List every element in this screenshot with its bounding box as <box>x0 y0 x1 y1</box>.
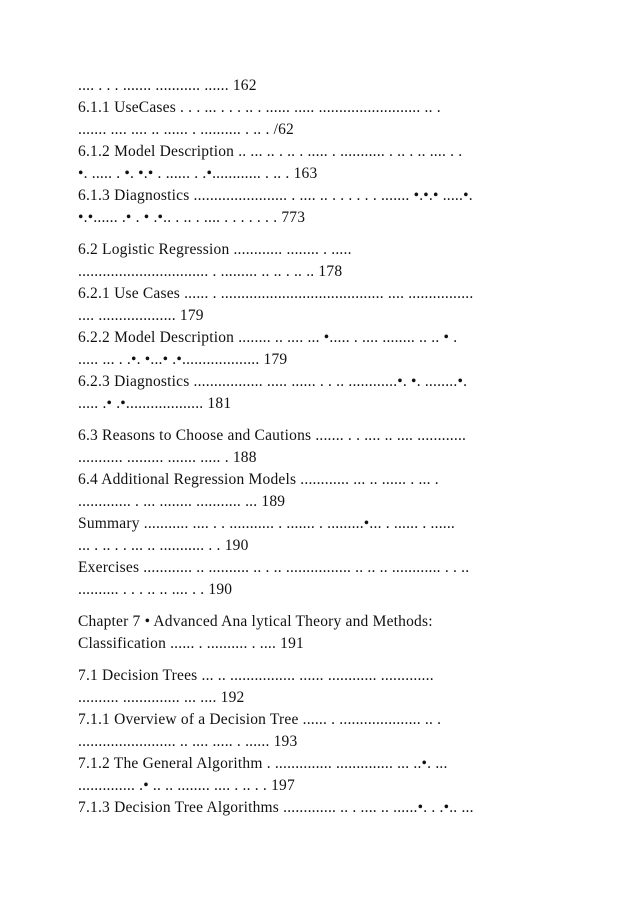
toc-line-continuation-162: .... . . . ....... ........... ...... 162 <box>78 77 257 94</box>
toc-entry-6-1-2-model-description: 6.1.2 Model Description .. ... .. . .. . ..... . ........... . .. . .. .... . . <box>78 143 463 160</box>
toc-line-continuation-188: ........... ......... ....... ..... . 188 <box>78 449 257 466</box>
toc-entry-7-1-3-decision-tree-algorithms: 7.1.3 Decision Tree Algorithms ............. .. . .... .. ......•. . .•.. ... <box>78 799 474 816</box>
toc-entry-6-4-additional-regression: 6.4 Additional Regression Models ............ ... .. ...... . ... . <box>78 471 439 488</box>
toc-line-continuation-178: ................................ . ......... .. .. . .. .. 178 <box>78 263 343 280</box>
toc-entry-6-2-2-model-description: 6.2.2 Model Description ........ .. .... ... •..... . .... ........ .. .. • . <box>78 329 458 346</box>
toc-line-continuation-189: ............. . ... ........ ........... ... 189 <box>78 493 286 510</box>
toc-line-continuation-190-a: ... . .. . . ... .. ........... . . 190 <box>78 537 249 554</box>
toc-entry-7-1-decision-trees: 7.1 Decision Trees ... .. ................ ...... ............ ............. <box>78 667 434 684</box>
toc-line-continuation-191: Classification ...... . .......... . .... 191 <box>78 635 304 652</box>
toc-entry-summary: Summary ........... .... . . ........... . ....... . .........•... . ...... . ...... <box>78 515 456 532</box>
toc-line-continuation-193: ........................ .. .... ..... . ...... 193 <box>78 733 298 750</box>
toc-entry-chapter-7-title: Chapter 7 • Advanced Ana lytical Theory and Methods: <box>78 613 433 630</box>
toc-entry-6-3-reasons-to-choose: 6.3 Reasons to Choose and Cautions ....... . . .... .. .... ............ <box>78 427 467 444</box>
toc-line-continuation-192: .......... .............. ... .... 192 <box>78 689 245 706</box>
toc-entry-6-2-3-diagnostics: 6.2.3 Diagnostics ................. ..... ...... . . .. ............•. •. ........•. <box>78 373 468 390</box>
toc-line-continuation-179-b: ..... ... . .•. •...• .•................... 179 <box>78 351 288 368</box>
toc-line-continuation-163: •. ..... . •. •.• . ...... . .•............ . .. . 163 <box>78 165 318 182</box>
toc-entry-exercises: Exercises ............ .. .......... .. . .. ................ .. .. .. ............ . . .. <box>78 559 470 576</box>
toc-entry-6-1-3-diagnostics: 6.1.3 Diagnostics ....................... . .... .. . . . . . . ....... •.•.• .....•. <box>78 187 473 204</box>
toc-entry-7-1-1-overview: 7.1.1 Overview of a Decision Tree ...... . .................... .. . <box>78 711 442 728</box>
toc-entry-6-2-logistic-regression: 6.2 Logistic Regression ............ ........ . ..... <box>78 241 352 258</box>
toc-entry-6-1-1-use-cases: 6.1.1 UseCases . . . ... . . . .. . ...... ..... ......................... .. . <box>78 99 441 116</box>
toc-entry-6-2-1-use-cases: 6.2.1 Use Cases ...... . ........................................ .... ................ <box>78 285 474 302</box>
toc-line-continuation-62: ....... .... .... .. ...... . .......... . .. . /62 <box>78 121 295 138</box>
toc-entry-7-1-2-general-algorithm: 7.1.2 The General Algorithm . .............. .............. ... ..•. ... <box>78 755 448 772</box>
toc-line-continuation-190-b: .......... . . . .. .. .... . . 190 <box>78 581 233 598</box>
toc-line-continuation-197: .............. .• .. .. ........ .... . .. . . 197 <box>78 777 295 794</box>
toc-line-continuation-179-a: .... ................... 179 <box>78 307 204 324</box>
toc-line-continuation-181: ..... .• .•................... 181 <box>78 395 232 412</box>
toc-line-continuation-773: •.•...... .• . • .•.. . .. . .... . . . . . . . 773 <box>78 209 306 226</box>
